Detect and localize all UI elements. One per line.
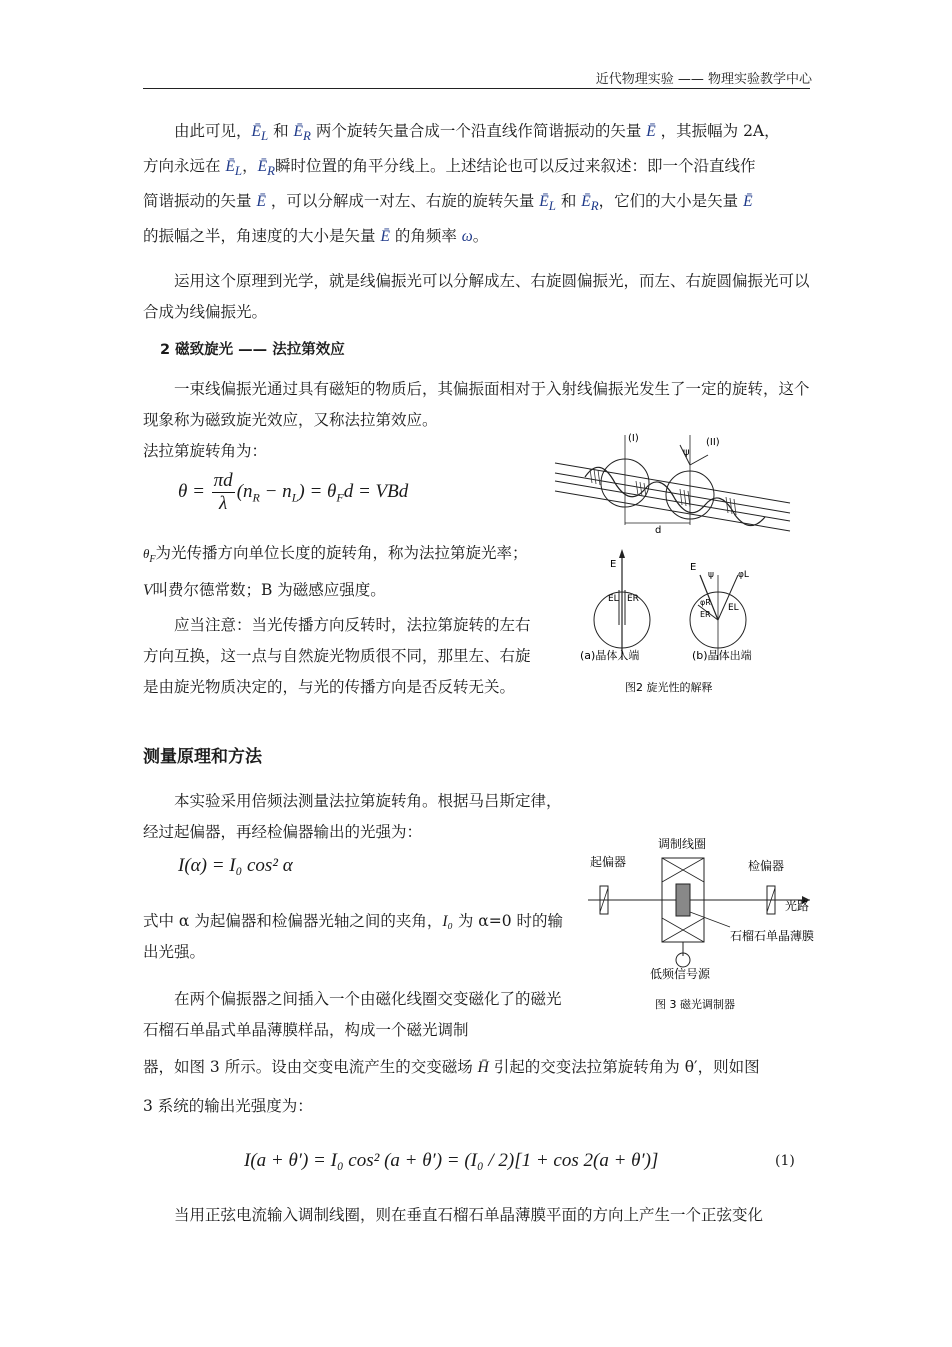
- label-polarizer: 起偏器: [590, 855, 627, 869]
- label-II: (II): [706, 437, 720, 448]
- label-analyzer: 检偏器: [748, 859, 785, 873]
- paragraph-malus: 本实验采用倍频法测量法拉第旋转角。根据马吕斯定律，经过起偏器，再经检偏器输出的光强为：: [143, 792, 562, 841]
- paragraph-alpha: 式中 α 为起偏器和检偏器光轴之间的夹角，I₀ 为 α=0 时的输出光强。: [143, 912, 563, 961]
- label-ER-b: ER: [700, 610, 711, 619]
- equation-number: (1): [775, 1153, 795, 1169]
- label-coil: 调制线圈: [658, 837, 707, 851]
- paragraph-optics: 运用这个原理到光学，就是线偏振光可以分解成左、右旋圆偏振光，而左、右旋圆偏振光可以合成为线偏振光。: [143, 272, 810, 321]
- figure-magneto-optic-modulator: [580, 832, 830, 1017]
- paragraph-vector-sum: 由此可见，$Ē_L$ 和 $Ē_R$ 两个旋转矢量合成一个沿直线作简谐振动的矢量 Ē ，其振幅为 2A， 方向永远在 $Ē_L$，$Ē_R$瞬时位置的角平分线上。上述结论也可以反过来叙述：即一个沿直线作 简谐振动的矢量 Ē ，可以分解成一对左、右旋的旋转矢量 $Ē_L$ 和 $Ē_R$，它们的大小是矢量 Ē 的振幅之半，角速度的大小是矢量 Ē 的角频率 ω。: [143, 122, 780, 246]
- section-heading-faraday: 2 磁致旋光 —— 法拉第效应: [160, 342, 345, 358]
- label-EL-a: EL: [608, 594, 619, 604]
- garnet-film: [676, 884, 690, 916]
- label-path: 光路: [785, 899, 810, 913]
- figure2-caption: 图2 旋光性的解释: [625, 681, 713, 694]
- paragraph-faraday-effect: 一束线偏振光通过具有磁矩的物质后，其偏振面相对于入射线偏振光发生了一定的旋转，这个现象称为磁致旋光效应，又称法拉第效应。 法拉第旋转角为：: [143, 380, 810, 460]
- paragraph-rotation-rate: $\theta_F$为光传播方向单位长度的旋转角，称为法拉第旋光率；V叫费尔德常数；B 为磁感应强度。: [143, 544, 528, 600]
- figure3-caption: 图 3 磁光调制器: [655, 998, 735, 1011]
- header-rule: [143, 88, 810, 89]
- paragraph-sinusoidal: 当用正弦电流输入调制线圈，则在垂直石榴石单晶薄膜平面的方向上产生一个正弦变化: [174, 1206, 764, 1224]
- paragraph-alternating-field: 器，如图 3 所示。设由交变电流产生的交变磁场 H̄ 引起的交变法拉第旋转角为 θ′，则如图 3 系统的输出光强度为：: [143, 1058, 760, 1115]
- formula-malus: I(α) = I₀ cos² α: [178, 855, 293, 876]
- label-d: d: [655, 525, 662, 536]
- label-film: 石榴石单晶薄膜: [730, 929, 815, 943]
- figure-optical-rotation: [550, 425, 815, 705]
- subcaption-a: (a)晶体入端: [580, 649, 640, 662]
- formula-faraday-angle: θ = $\frac{\pi d}{\lambda}$ $(n_R - n_L) = \theta_Fd$ = VBd: [178, 470, 409, 514]
- paragraph-direction-note: 应当注意：当光传播方向反转时，法拉第旋转的左右方向互换，这一点与自然旋光物质很不同，那里左、右旋是由旋光物质决定的，与光的传播方向是否反转无关。: [143, 616, 531, 696]
- label-E-a: E: [610, 559, 617, 570]
- label-psi-b: ψ: [708, 570, 714, 580]
- section-heading-method: 测量原理和方法: [143, 747, 262, 767]
- label-phiR: φR: [700, 598, 711, 607]
- label-phiL: φL: [738, 570, 749, 580]
- subcaption-b: (b)晶体出端: [692, 649, 752, 662]
- paragraph-modulator: 在两个偏振器之间插入一个由磁化线圈交变磁化了的磁光石榴石单晶式单晶薄膜样品，构成一个磁光调制: [143, 990, 562, 1039]
- label-EL-b: EL: [728, 603, 739, 613]
- label-I: (I): [628, 433, 639, 444]
- formula-output-intensity: I(a + θ′) = I₀ cos² (a + θ′) = (I₀ / 2)[1 + cos 2(a + θ′)]: [244, 1150, 659, 1171]
- label-source: 低频信号源: [650, 967, 711, 981]
- label-ER-a: ER: [627, 594, 639, 604]
- label-psi: ψ: [683, 447, 690, 458]
- label-E-b: E: [690, 562, 697, 573]
- running-header: 近代物理实验 —— 物理实验教学中心: [595, 72, 812, 87]
